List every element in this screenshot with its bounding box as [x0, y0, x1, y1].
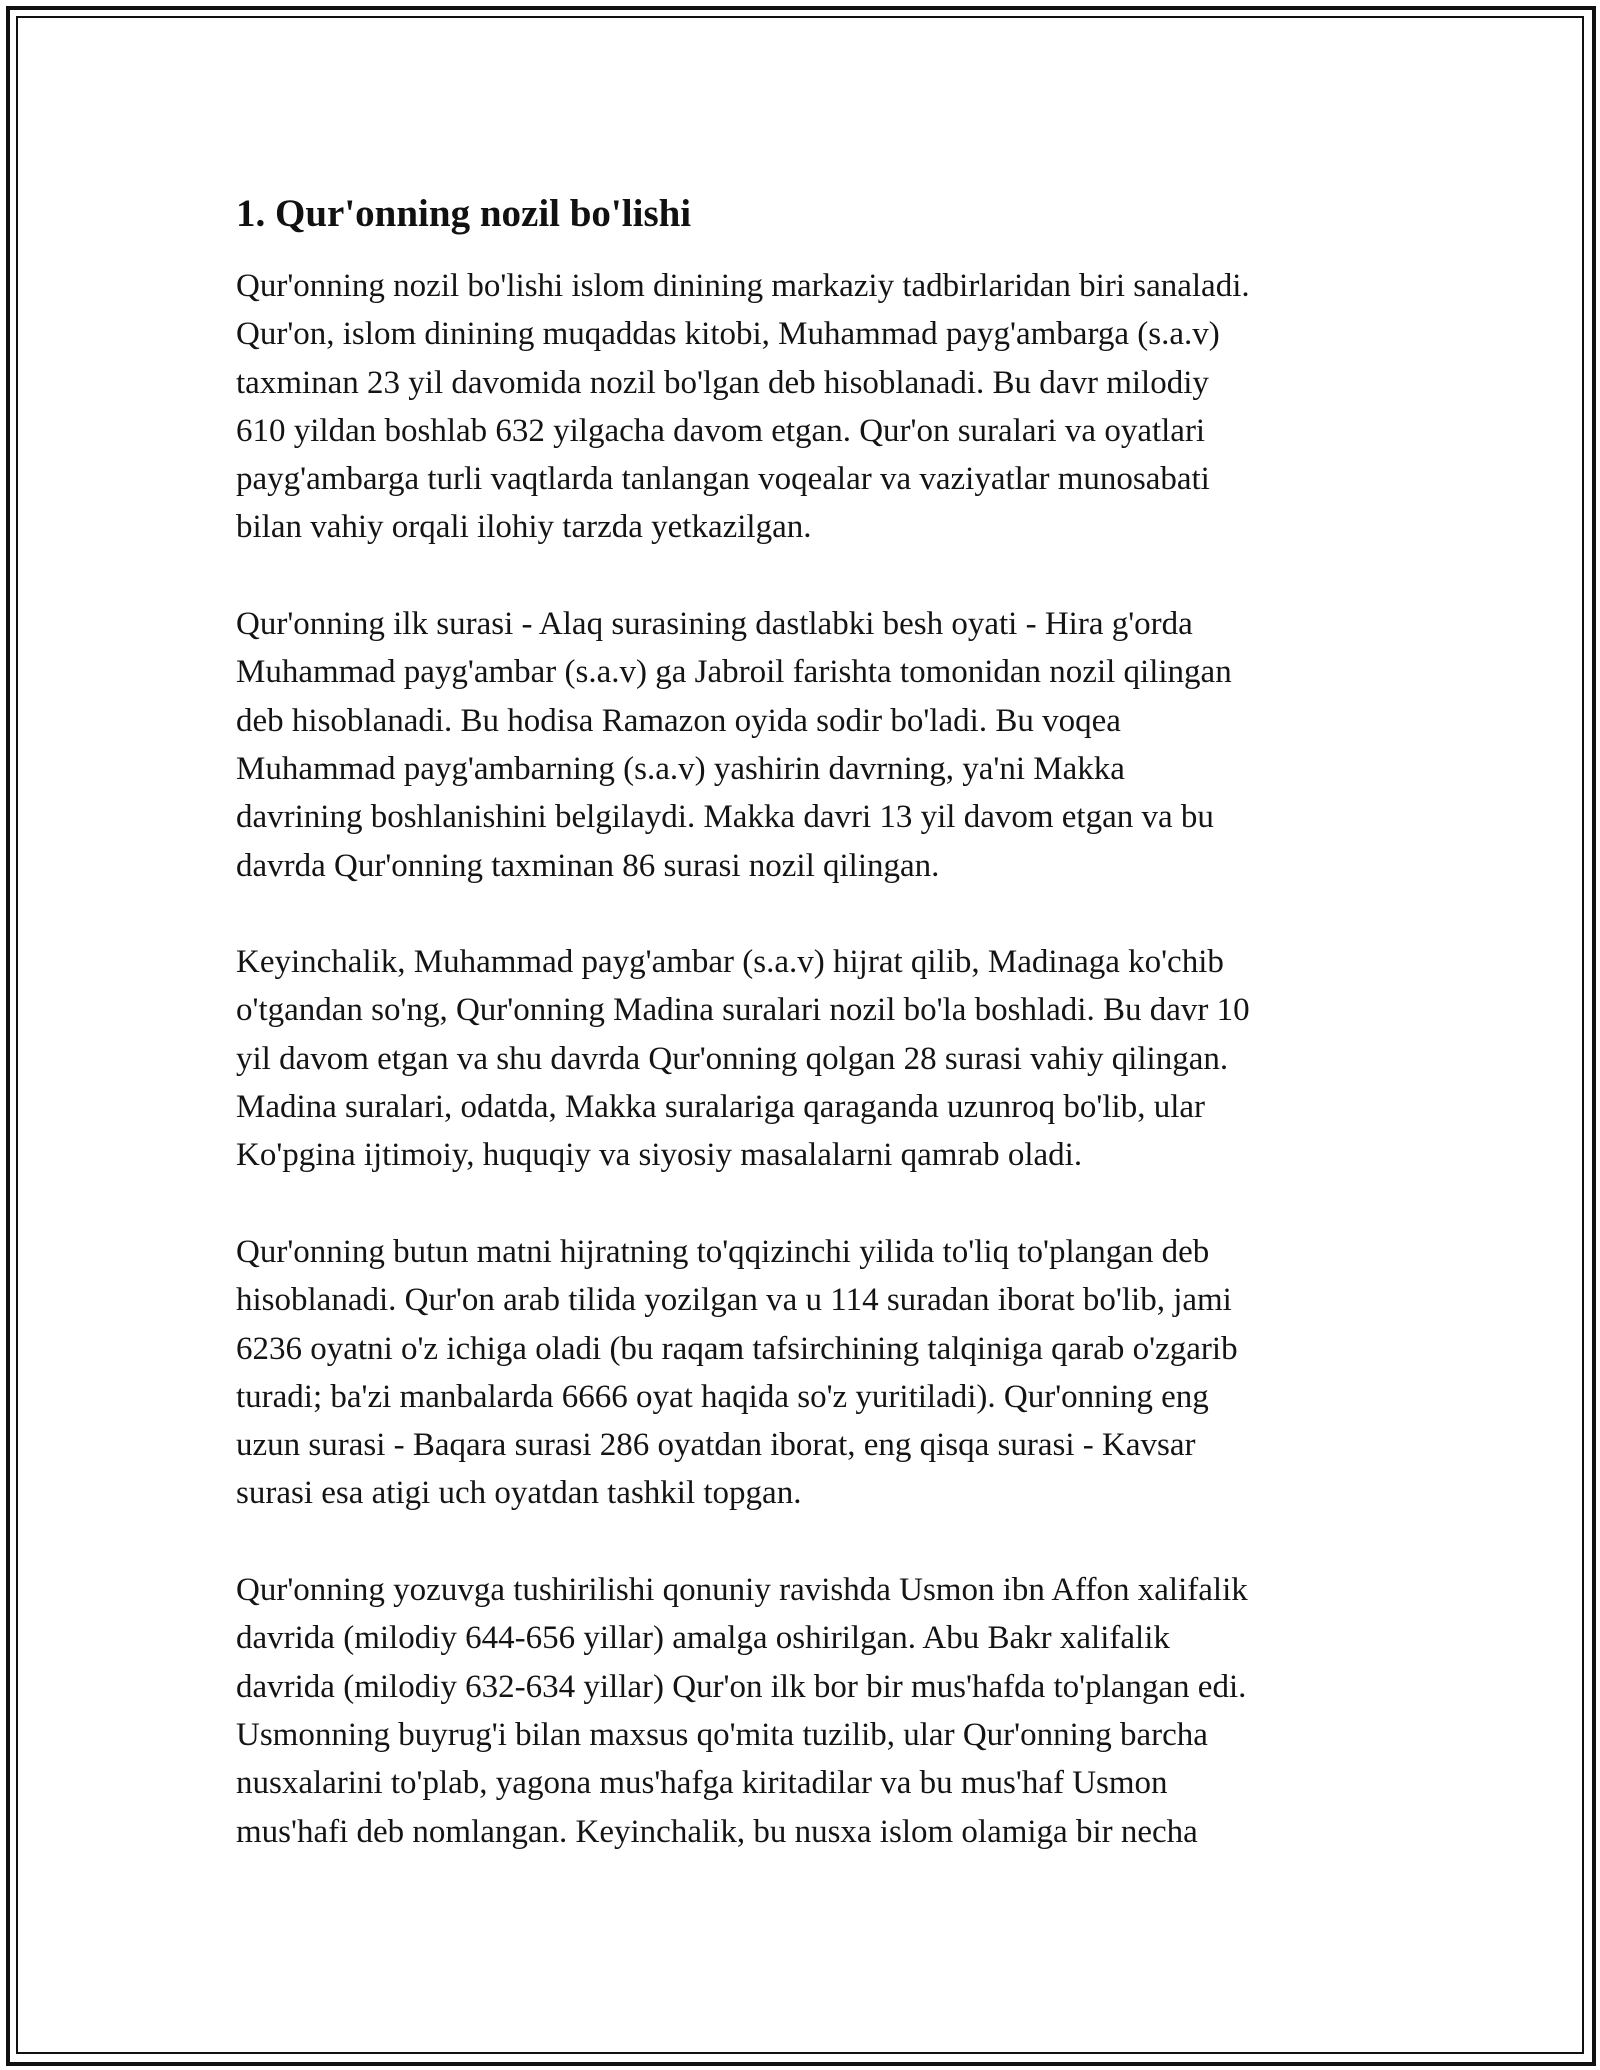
paragraph-spacer — [236, 1180, 1386, 1228]
text-line: turadi; ba'zi manbalarda 6666 oyat haqida so'z yuritiladi). Qur'onning eng — [236, 1378, 1209, 1415]
text-line: Qur'onning nozil bo'lishi islom dinining markaziy tadbirlaridan biri sanaladi. — [236, 268, 1250, 304]
text-line: Muhammad payg'ambarning (s.a.v) yashirin davrning, ya'ni Makka — [236, 750, 1125, 787]
text-line: deb hisoblanadi. Bu hodisa Ramazon oyida sodir bo'ladi. Bu voqea — [236, 702, 1121, 739]
text-line: Qur'onning yozuvga tushirilishi qonuniy ravishda Usmon ibn Affon xalifalik — [236, 1572, 1248, 1609]
text-line: mus'hafi deb nomlangan. Keyinchalik, bu nusxa islom olamiga bir necha — [236, 1813, 1198, 1850]
text-line: 610 yildan boshlab 632 yilgacha davom etgan. Qur'on suralari va oyatlari — [236, 412, 1206, 449]
text-line: taxminan 23 yil davomida nozil bo'lgan deb hisoblanadi. Bu davr milodiy — [236, 364, 1209, 401]
text-line: payg'ambarga turli vaqtlarda tanlangan voqealar va vaziyatlar munosabati — [236, 461, 1210, 498]
text-line: davrida (milodiy 644-656 yillar) amalga oshirilgan. Abu Bakr xalifalik — [236, 1620, 1170, 1657]
text-line: Muhammad payg'ambar (s.a.v) ga Jabroil farishta tomonidan nozil qilingan — [236, 654, 1232, 691]
text-line: Usmonning buyrug'i bilan maxsus qo'mita tuzilib, ular Qur'onning barcha — [236, 1716, 1208, 1753]
text-line: Qur'onning ilk surasi - Alaq surasining dastlabki besh oyati - Hira g'orda — [236, 606, 1193, 643]
text-line: 6236 oyatni o'z ichiga oladi (bu raqam tafsirchining talqiniga qarab o'zgarib — [236, 1330, 1238, 1367]
paragraph-4 — [236, 1228, 1386, 1518]
paragraph-spacer — [236, 890, 1386, 938]
text-line: davrida (milodiy 632-634 yillar) Qur'on ilk bor bir mus'hafda to'plangan edi. — [236, 1668, 1247, 1705]
paragraph-2 — [236, 600, 1386, 890]
text-line: Ko'pgina ijtimoiy, huquqiy va siyosiy masalalarni qamrab oladi. — [236, 1137, 1083, 1174]
text-line: nusxalarini to'plab, yagona mus'hafga kiritadilar va bu mus'haf Usmon — [236, 1765, 1168, 1802]
paragraph-5 — [236, 1566, 1386, 1856]
text-line: bilan vahiy orqali ilohiy tarzda yetkazilgan. — [236, 509, 812, 546]
paragraph-spacer — [236, 552, 1386, 600]
text-line: Madina suralari, odatda, Makka suralariga qaraganda uzunroq bo'lib, ular — [236, 1089, 1206, 1126]
paragraph-1 — [236, 262, 1386, 552]
paragraph-3 — [236, 938, 1386, 1179]
text-line: hisoblanadi. Qur'on arab tilida yozilgan va u 114 suradan iborat bo'lib, jami — [236, 1282, 1232, 1319]
text-line: davrda Qur'onning taxminan 86 surasi nozil qilingan. — [236, 847, 940, 884]
text-line: uzun surasi - Baqara surasi 286 oyatdan iborat, eng qisqa surasi - Kavsar — [236, 1427, 1196, 1464]
paragraph-spacer — [236, 1518, 1386, 1566]
text-line: o'tgandan so'ng, Qur'onning Madina suralari nozil bo'la boshladi. Bu davr 10 — [236, 992, 1250, 1029]
text-line: Keyinchalik, Muhammad payg'ambar (s.a.v) hijrat qilib, Madinaga ko'chib — [236, 944, 1224, 981]
document-body — [236, 190, 1386, 1856]
text-line: yil davom etgan va shu davrda Qur'onning qolgan 28 surasi vahiy qilingan. — [236, 1040, 1229, 1077]
text-line: surasi esa atigi uch oyatdan tashkil topgan. — [236, 1475, 802, 1512]
text-line: Qur'onning butun matni hijratning to'qqizinchi yilida to'liq to'plangan deb — [236, 1233, 1210, 1270]
section-heading: 1. Qur'onning nozil bo'lishi — [236, 192, 692, 235]
text-line: Qur'on, islom dinining muqaddas kitobi, Muhammad payg'ambarga (s.a.v) — [236, 316, 1220, 353]
text-line: davrining boshlanishini belgilaydi. Makka davri 13 yil davom etgan va bu — [236, 799, 1214, 836]
